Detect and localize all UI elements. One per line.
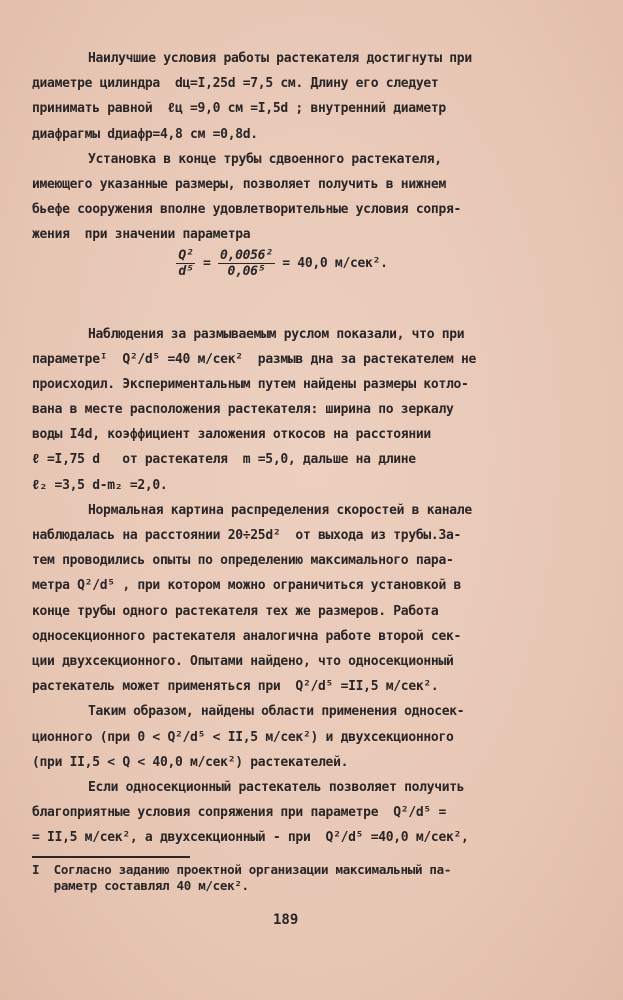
text-line: конце трубы одного растекателя тех же размеров. Работа (32, 603, 439, 619)
footnote-line: раметр составлял 40 м/сек². (32, 878, 249, 894)
text-line: метра Q²/d⁵ , при котором можно ограничиться установкой в (32, 578, 462, 594)
text-line: происходил. Экспериментальным путем найдены размеры котло- (32, 376, 469, 392)
formula-fraction-left (176, 248, 195, 279)
text-line: ции двухсекционного. Опытами найдено, что односекционный (32, 653, 454, 669)
footnote-rule (32, 856, 190, 858)
body-text (32, 46, 532, 894)
formula-numerator: 0,0056² (220, 247, 273, 263)
formula-result: = 40,0 м/сек². (282, 255, 388, 271)
text-line: принимать равной ℓц =9,0 см =I,5d ; внутренний диаметр (32, 101, 446, 117)
text-line: Установка в конце трубы сдвоенного растекателя, (88, 151, 442, 167)
text-line: Таким образом, найдены области применения односек- (88, 704, 465, 720)
text-line: параметреᴵ Q²/d⁵ =40 м/сек² размыв дна за растекателем не (32, 351, 477, 367)
page-number: 189 (273, 912, 299, 928)
text-line: бьефе сооружения вполне удовлетворительные условия сопря- (32, 202, 462, 218)
text-line: жения при значении параметра (32, 227, 251, 243)
text-line: односекционного растекателя аналогична работе второй сек- (32, 628, 462, 644)
text-line: ℓ₂ =3,5 d-m₂ =2,0. (32, 477, 168, 493)
text-line: = II,5 м/сек², а двухсекционный - при Q²/d⁵ =40,0 м/сек², (32, 830, 469, 846)
text-line: Нормальная картина распределения скоростей в канале (88, 502, 472, 518)
text-line: Наблюдения за размываемым руслом показали, что при (88, 326, 465, 342)
text-line: Наилучшие условия работы растекателя достигнуты при (88, 51, 472, 66)
text-line: диаметре цилиндра dц=I,25d =7,5 см. Длину его следует (32, 76, 439, 92)
text-line: растекатель может применяться при Q²/d⁵ =II,5 м/сек². (32, 679, 439, 695)
formula-fraction-right (218, 248, 275, 279)
text-line: вана в месте расположения растекателя: ширина по зеркалу (32, 402, 454, 418)
formula-denominator: 0,06⁵ (227, 263, 266, 279)
text-line: диафрагмы dдиафр=4,8 см =0,8d. (32, 126, 258, 142)
footnote-line: I Согласно заданию проектной организации максимальный па- (32, 862, 452, 878)
text-line: воды I4d, коэффициент заложения откосов на расстоянии (32, 427, 431, 443)
text-line: имеющего указанные размеры, позволяет получить в нижнем (32, 176, 446, 192)
text-line: (при II,5 < Q < 40,0 м/сек²) растекателей. (32, 754, 349, 770)
text-line: ℓ =I,75 d от растекателя m =5,0, дальше на длине (32, 452, 416, 468)
text-line: наблюдалась на расстоянии 20÷25d² от выхода из трубы.За- (32, 528, 462, 543)
text-line: Если односекционный растекатель позволяет получить (88, 779, 465, 795)
formula-denominator: d⁵ (178, 263, 194, 279)
text-line: благоприятные условия сопряжения при параметре Q²/d⁵ = (32, 805, 446, 821)
text-line: ционного (при 0 < Q²/d⁵ < II,5 м/сек²) и двухсекционного (32, 729, 454, 745)
text-line: тем проводились опыты по определению максимального пара- (32, 553, 454, 569)
formula: $\frac{\text{Q²}}{\text{d⁵}}$ = $\frac{\text{0,0056²}}{\text{0,06⁵}}$ = 40,0 м/сек². (178, 247, 388, 279)
formula-numerator: Q² (178, 247, 194, 263)
